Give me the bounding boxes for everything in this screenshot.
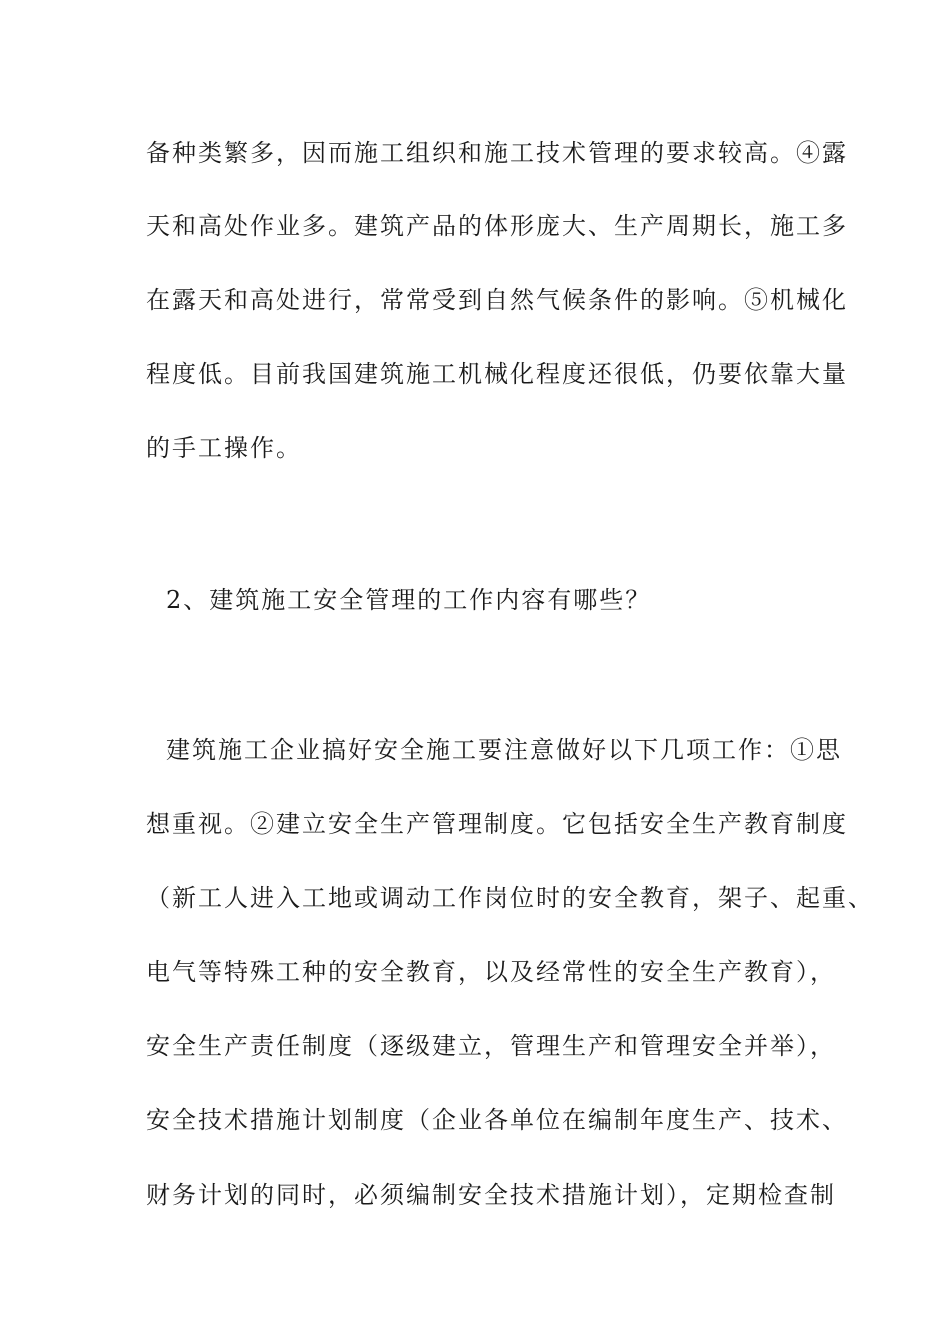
paragraph-line: 想重视。②建立安全生产管理制度。它包括安全生产教育制度 [146, 810, 848, 838]
paragraph-line: 在露天和高处进行，常常受到自然气候条件的影响。⑤机械化 [146, 286, 848, 314]
paragraph-line: 安全技术措施计划制度（企业各单位在编制年度生产、技术、 [146, 1106, 848, 1134]
paragraph-line: 天和高处作业多。建筑产品的体形庞大、生产周期长，施工多 [146, 212, 848, 240]
paragraph-line: 安全生产责任制度（逐级建立，管理生产和管理安全并举）， [146, 1032, 836, 1060]
paragraph-line: 电气等特殊工种的安全教育，以及经常性的安全生产教育）， [146, 958, 836, 986]
question-heading: 2、建筑施工安全管理的工作内容有哪些？ [166, 586, 652, 614]
paragraph-line: （新工人进入工地或调动工作岗位时的安全教育，架子、起重、 [146, 884, 874, 912]
paragraph-line: 的手工操作。 [146, 434, 302, 462]
paragraph-line: 财务计划的同时，必须编制安全技术措施计划），定期检查制 [146, 1181, 836, 1209]
paragraph-line: 程度低。目前我国建筑施工机械化程度还很低，仍要依靠大量 [146, 360, 848, 388]
paragraph-line: 备种类繁多，因而施工组织和施工技术管理的要求较高。④露 [146, 139, 848, 167]
paragraph-line: 建筑施工企业搞好安全施工要注意做好以下几项工作：①思 [166, 736, 842, 764]
